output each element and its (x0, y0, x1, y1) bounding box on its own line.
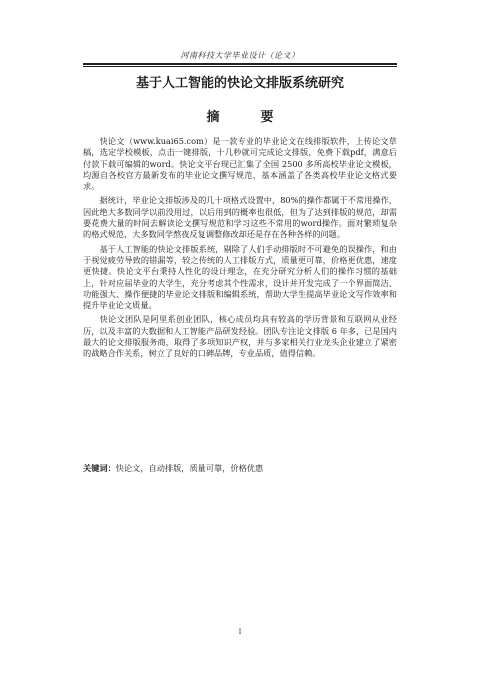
abstract-paragraph-3: 基于人工智能的快论文排版系统，剔除了人们手动排版时不可避免的误操作，和由于视觉疲劳导致的错漏等，较之传统的人工排版方式，质量更可靠，价格更优惠，速度更快捷。快论文平台秉持人性化的设计理念，在充分研究分析人们的操作习惯的基础上，针对应届毕业的大学生，充分考虑其个性需求，设计并开发完成了一个界面简洁、功能强大、操作便捷的毕业论文排版和编辑系统，帮助大学生提高毕业论文写作效率和提升毕业论文质量。 (83, 243, 397, 311)
running-header: 河南科技大学毕业设计（论文） (180, 51, 300, 60)
abstract-body (83, 136, 397, 363)
abstract-paragraph-1: 快论文（www.kuai65.com）是一款专业的毕业论文在线排版软件，上传论文草稿，选定学校模板，点击一键排版，十几秒就可完成论文排版，免费下载pdf，满意后付款下载可编辑的word。快论文平台现已汇集了全国 2500 多所高校毕业论文模板，均源自各校官方最新发布的毕业论文撰写规范，基本涵盖了各类高校毕业论文格式要求。 (83, 136, 397, 192)
keywords-line (83, 463, 397, 474)
abstract-paragraph-2: 据统计，毕业论文排版涉及的几十项格式设置中，80%的操作都属于不常用操作，因此绝大多数同学以前没用过，以后用到的概率也很低，但为了达到排版的规范，却需要花费大量的时间去解读论文撰写规范和学习这些不常用的word操作。面对繁琐复杂的格式规范，大多数同学熬夜反复调整修改却还是存在各种各样的问题。 (83, 195, 397, 240)
keywords-text: 快论文，自动排版，质量可靠，价格优惠 (115, 463, 264, 473)
keywords-label: 关键词： (83, 463, 116, 473)
page-number: I (238, 628, 242, 636)
abstract-heading: 摘 要 (206, 110, 288, 125)
header-rule (83, 63, 397, 65)
header-rule-thin (83, 66, 397, 67)
paper-title: 基于人工智能的快论文排版系统研究 (135, 76, 344, 91)
abstract-paragraph-4: 快论文团队是阿里系创业团队，核心成员均具有较高的学历背景和互联网从业经历，以及丰富的大数据和人工智能产品研发经验。团队专注论文排版 6 年多，已是国内最大的论文排版服务商，取得了多项知识产权，并与多家相关行业龙头企业建立了紧密的战略合作关系，树立了良好的口碑品牌，专业品质，值得信赖。 (83, 314, 397, 359)
